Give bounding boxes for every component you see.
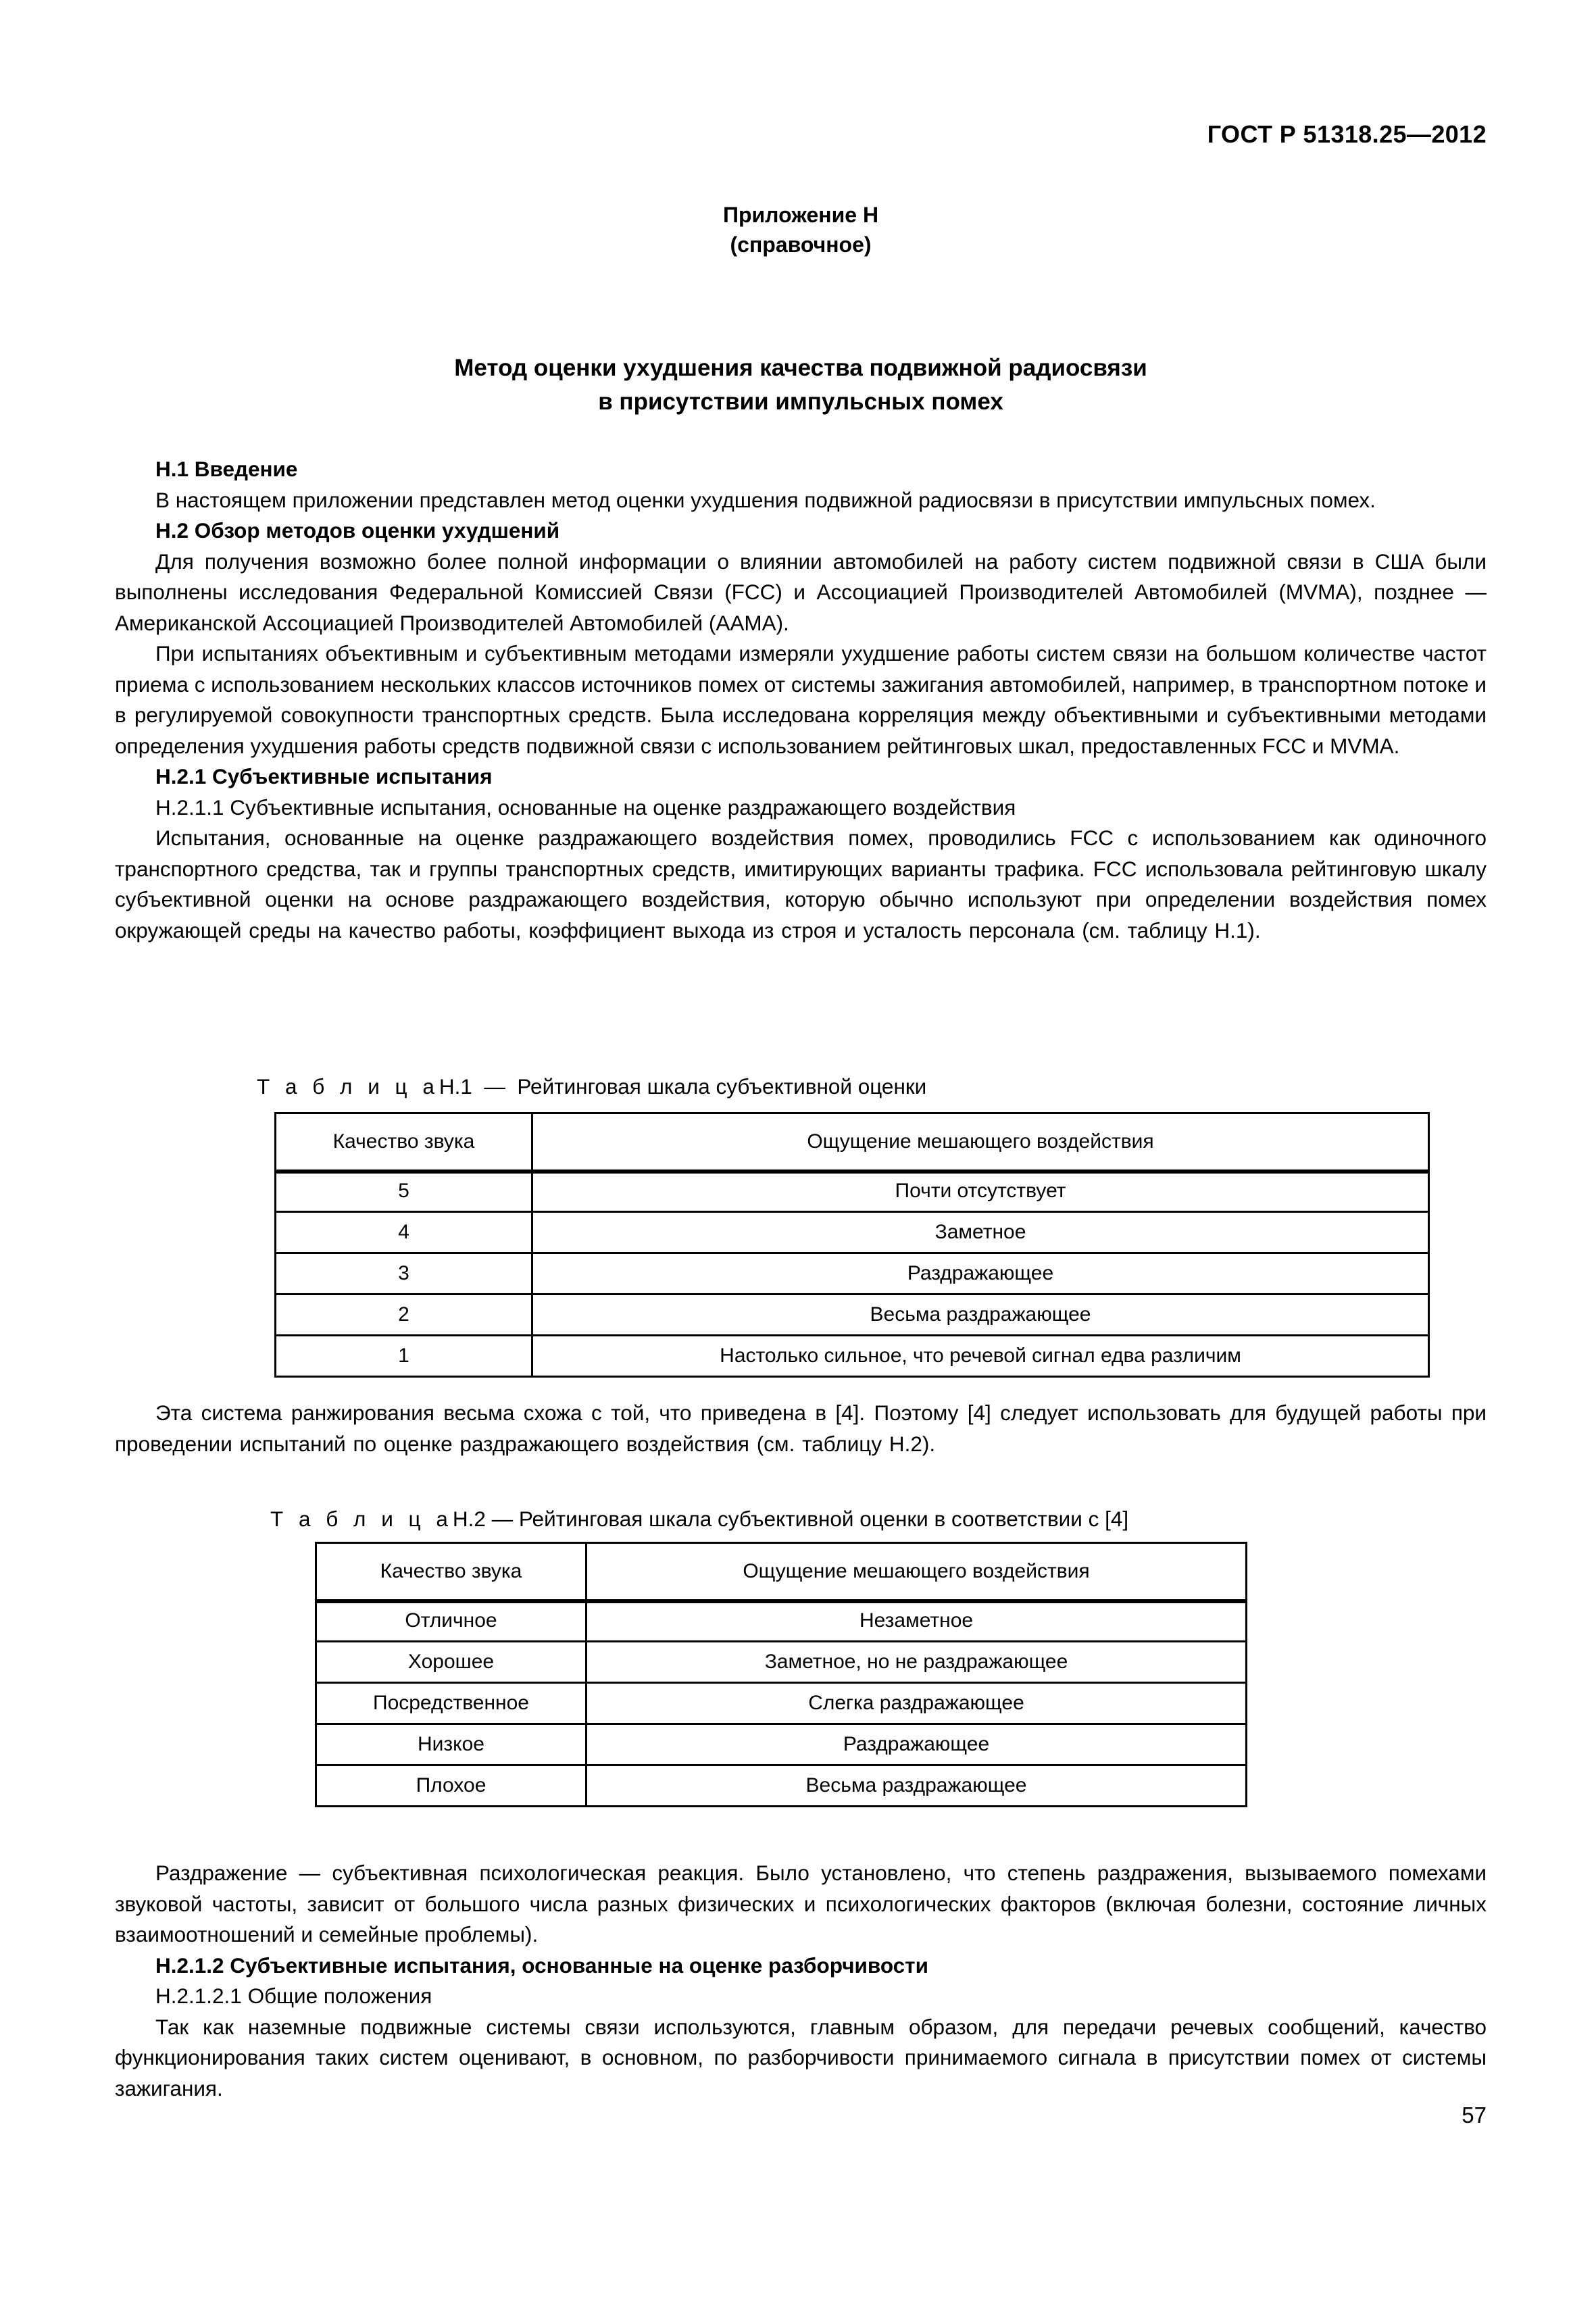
table-h1-caption-prefix: Т а б л и ц а (257, 1074, 439, 1099)
table-h2-caption-dash: — (491, 1507, 514, 1531)
table-h2-cell-sensation: Заметное, но не раздражающее (587, 1642, 1247, 1683)
table-h1-cell-quality: 1 (276, 1336, 532, 1377)
table-h1-cell-quality: 3 (276, 1253, 532, 1294)
table-h2-cell-sensation: Весьма раздражающее (587, 1765, 1247, 1807)
paragraph-between-tables: Эта система ранжирования весьма схожа с той, что приведена в [4]. Поэтому [4] следует использовать для будущей работы при проведении испытаний по оценке раздражающего воздействия (см. таблицу Н.2). (115, 1401, 1487, 1456)
table-h2-cell-quality: Отличное (316, 1601, 587, 1642)
table-h1-cell-sensation: Почти отсутствует (532, 1171, 1429, 1212)
page-title-line-2: в присутствии импульсных помех (598, 388, 1003, 415)
table-h2-cell-quality: Посредственное (316, 1683, 587, 1724)
table-h1-caption-dash: — (484, 1074, 505, 1099)
table-h2-header-col-2: Ощущение мешающего воздействия (587, 1543, 1247, 1601)
table-h2-cell-quality: Плохое (316, 1765, 587, 1807)
table-h1-caption-text: Рейтинговая шкала субъективной оценки (517, 1074, 927, 1099)
table-row (276, 1212, 1429, 1253)
table-h1-caption (115, 1072, 1596, 1102)
paragraph-h1: В настоящем приложении представлен метод оценки ухудшения подвижной радиосвязи в присутствии импульсных помех. (155, 487, 1376, 512)
table-h1-double-rule (274, 1172, 1430, 1174)
page-title-line-1: Метод оценки ухудшения качества подвижной радиосвязи (454, 355, 1147, 381)
table-h1-cell-sensation: Раздражающее (532, 1253, 1429, 1294)
paragraph-h2-1: Для получения возможно более полной информации о влиянии автомобилей на работу систем подвижной связи в США были выполнены исследования Федеральной Комиссией Связи (FCC) и Ассоциацией Производителей Автомобилей (MVMA), позднее — Американской Ассоциацией Производителей Автомобилей (AAMA). (115, 549, 1487, 635)
page-number: 57 (1462, 2103, 1487, 2128)
body-block-lower (115, 1858, 1487, 2104)
paragraph-after-table-2: Раздражение — субъективная психологическая реакция. Было установлено, что степень раздражения, вызываемого помехами звуковой частоты, зависит от большого числа разных физических и психологических факторов (включая болезни, состояние личных взаимоотношений и семейные проблемы). (115, 1861, 1487, 1946)
table-h1-caption-number: Н.1 (439, 1074, 472, 1099)
annex-heading (115, 200, 1487, 259)
page-title (115, 351, 1487, 418)
table-h1-header-row (276, 1113, 1429, 1171)
annex-kind: (справочное) (730, 232, 872, 257)
table-h2-header-col-1: Качество звука (316, 1543, 587, 1601)
heading-h21: Н.2.1 Субъективные испытания (155, 764, 493, 788)
table-h2-header-row (316, 1543, 1247, 1601)
table-h2 (115, 1542, 1596, 1807)
table-h1-cell-quality: 4 (276, 1212, 532, 1253)
table-h1-cell-sensation: Настолько сильное, что речевой сигнал едва различим (532, 1336, 1429, 1377)
table-h2-cell-sensation: Раздражающее (587, 1724, 1247, 1765)
heading-h2: Н.2 Обзор методов оценки ухудшений (155, 518, 560, 543)
table-h1-header-col-1: Качество звука (276, 1113, 532, 1171)
table-h2-grid (315, 1542, 1247, 1807)
paragraph-h2121: Так как наземные подвижные системы связи используются, главным образом, для передачи речевых сообщений, качество функционирования таких систем оценивают, в основном, по разборчивости принимаемого сигнала в присутствии помех от системы зажигания. (115, 2014, 1487, 2101)
heading-h1: Н.1 Введение (155, 457, 298, 481)
body-block-between-tables (115, 1398, 1487, 1459)
table-h1-cell-quality: 5 (276, 1171, 532, 1212)
table-h2-cell-quality: Хорошее (316, 1642, 587, 1683)
table-row (316, 1601, 1247, 1642)
heading-h2121: Н.2.1.2.1 Общие положения (155, 1984, 432, 2008)
table-row (276, 1336, 1429, 1377)
table-h2-cell-sensation: Незаметное (587, 1601, 1247, 1642)
paragraph-h211: Испытания, основанные на оценке раздражающего воздействия помех, проводились FCC с использованием как одиночного транспортного средства, так и группы транспортных средств, имитирующих варианты трафика. FCC использовала рейтинговую шкалу субъективной оценки на основе раздражающего воздействия, которую обычно используют при определении воздействия помех окружающей среды на качество работы, коэффициент выхода из строя и усталость персонала (см. таблицу Н.1). (115, 826, 1487, 942)
table-h2-caption-prefix: Т а б л и ц а (270, 1507, 453, 1531)
table-h1-grid (274, 1112, 1430, 1378)
table-row (276, 1294, 1429, 1336)
table-h2-caption-number: Н.2 (452, 1507, 486, 1531)
table-h1-header-col-2: Ощущение мешающего воздействия (532, 1113, 1429, 1171)
table-h1-cell-sensation: Заметное (532, 1212, 1429, 1253)
heading-h212: Н.2.1.2 Субъективные испытания, основанные на оценке разборчивости (155, 1953, 928, 1978)
table-h1-cell-sensation: Весьма раздражающее (532, 1294, 1429, 1336)
table-h1-cell-quality: 2 (276, 1294, 532, 1336)
heading-h211: Н.2.1.1 Субъективные испытания, основанные на оценке раздражающего воздействия (155, 795, 1016, 820)
table-h2-cell-quality: Низкое (316, 1724, 587, 1765)
table-row (316, 1724, 1247, 1765)
table-h1 (115, 1112, 1596, 1378)
table-row (316, 1765, 1247, 1807)
table-h2-caption-text: Рейтинговая шкала субъективной оценки в соответствии с [4] (518, 1507, 1129, 1531)
body-block-upper (115, 454, 1487, 946)
annex-label: Приложение Н (722, 203, 879, 227)
table-h2-caption (115, 1504, 1596, 1534)
running-header: ГОСТ Р 51318.25—2012 (1207, 120, 1487, 148)
table-row (316, 1683, 1247, 1724)
paragraph-h2-2: При испытаниях объективным и субъективным методами измеряли ухудшение работы систем связи на большом количестве частот приема с использованием нескольких классов источников помех от системы зажигания автомобилей, например, в транспортном потоке и в регулируемой совокупности транспортных средств. Была исследована корреляция между объективными и субъективными методами определения ухудшения работы средств подвижной связи с использованием рейтинговых шкал, предоставленных FCC и MVMA. (115, 641, 1487, 758)
table-row (316, 1642, 1247, 1683)
table-row (276, 1171, 1429, 1212)
table-h2-double-rule (315, 1601, 1247, 1603)
table-h2-cell-sensation: Слегка раздражающее (587, 1683, 1247, 1724)
table-row (276, 1253, 1429, 1294)
